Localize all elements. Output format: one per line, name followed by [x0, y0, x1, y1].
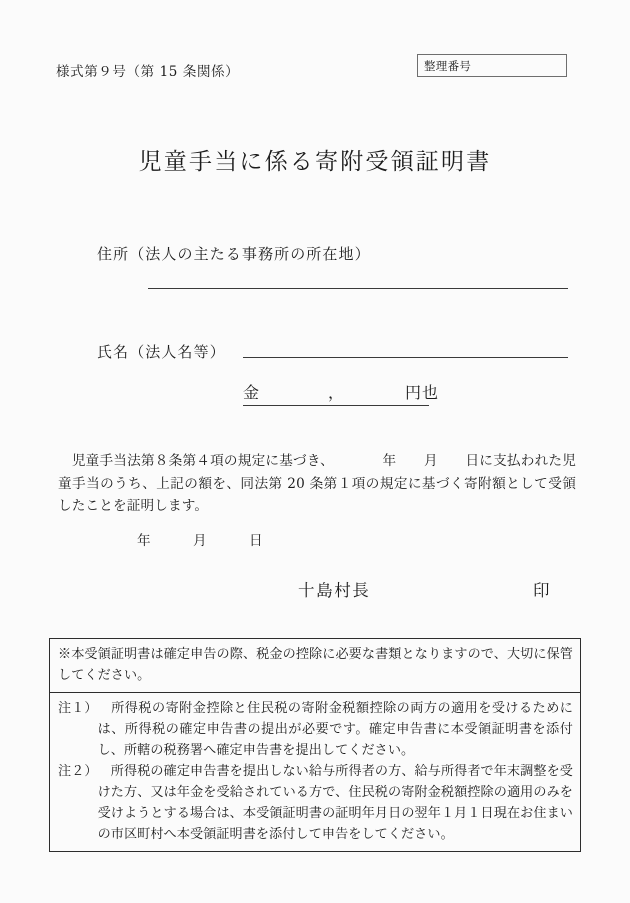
notes-notice-text: ※本受領証明書は確定申告の際、税金の控除に必要な書類となりますので、大切に保管してください。	[58, 647, 573, 683]
notes-items-row	[50, 693, 580, 851]
page-title: 児童手当に係る寄附受領証明書	[138, 149, 492, 175]
name-input-rule[interactable]	[243, 357, 568, 358]
seal-placeholder: 印	[533, 581, 551, 600]
reference-number-label: 整理番号	[424, 59, 472, 73]
address-field-label: 住所（法人の主たる事務所の所在地）	[97, 245, 371, 263]
issuing-authority: 十島村長	[298, 581, 371, 600]
form-number-label: 様式第９号（第 15 条関係）	[56, 64, 240, 80]
note-item	[58, 761, 573, 845]
note-body-text: 所得税の寄附金控除と住民税の寄附金税額控除の両方の適用を受けるためには、所得税の確定申告書の提出が必要です。確定申告書に本受領証明書を添付し、所轄の税務署へ確定申告書を提出してください。	[97, 701, 573, 758]
document-header	[0, 58, 630, 88]
note-marker: 注１）	[58, 701, 98, 716]
address-input-rule[interactable]	[148, 288, 568, 289]
note-item	[58, 698, 573, 761]
issue-date-field[interactable]: 年 月 日	[137, 533, 263, 549]
amount-field[interactable]: 金 ， 円也	[243, 380, 429, 406]
name-field-label: 氏名（法人名等）	[97, 343, 226, 361]
certification-statement: 児童手当法第８条第４項の規定に基づき、 年 月 日に支払われた児童手当のうち、上記の額を、同法第 20 条第１項の規定に基づく寄附額として受領したことを証明します。	[58, 453, 576, 514]
note-body-text: 所得税の確定申告書を提出しない給与所得者の方、給与所得者で年末調整を受けた方、又は年金を受給されている方で、住民税の寄附金税額控除の適用のみを受けようとする場合は、本受領証明書の証明年月日の翌年１月１日現在お住まいの市区町村へ本受領証明書を添付して申告をしてください。	[97, 764, 573, 842]
notes-notice-row	[50, 639, 580, 693]
reference-number-box[interactable]	[417, 54, 567, 77]
note-marker: 注２）	[58, 764, 98, 779]
notes-box	[49, 638, 581, 852]
